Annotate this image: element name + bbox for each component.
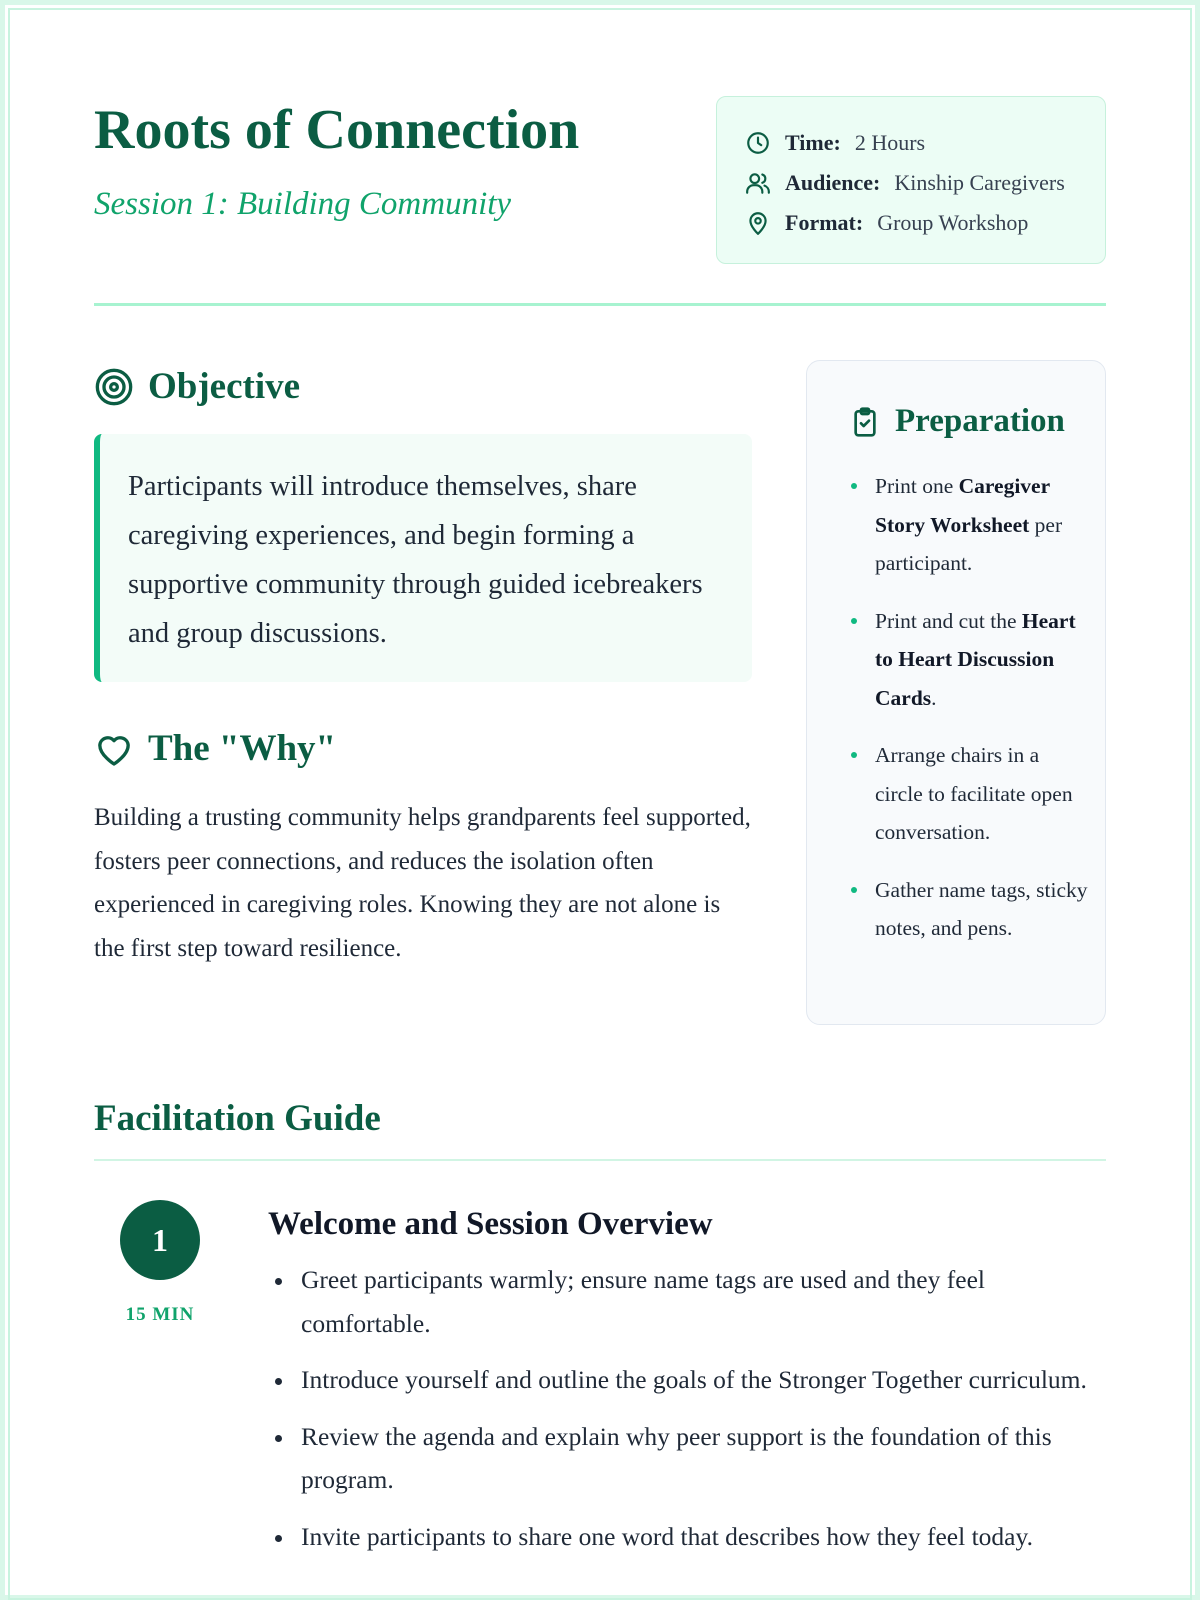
page-header [94, 96, 1106, 306]
preparation-heading-row [849, 403, 1065, 440]
map-pin-icon [745, 210, 771, 236]
meta-time-value: 2 Hours [854, 130, 926, 155]
objective-callout [94, 434, 752, 682]
header-divider [94, 303, 1106, 306]
prep-item-text: . [931, 685, 937, 710]
step-activity-item: Introduce yourself and outline the goals of the Stronger Together curriculum. [268, 1358, 1098, 1402]
facilitation-guide-heading: Facilitation Guide [94, 1098, 381, 1139]
step-activity-item: Review the agenda and explain why peer support is the foundation of this program. [268, 1415, 1098, 1502]
clipboard-check-icon [849, 406, 881, 438]
meta-time-label: Time: [785, 130, 841, 155]
session-meta-card [716, 96, 1106, 264]
page-title: Roots of Connection [94, 99, 580, 161]
meta-audience-label: Audience: [785, 170, 881, 195]
step-number-badge: 1 [120, 1200, 200, 1280]
preparation-heading: Preparation [895, 403, 1065, 439]
session-subtitle: Session 1: Building Community [94, 186, 512, 222]
step-activity-item: Greet participants warmly; ensure name tags are used and they feel comfortable. [268, 1258, 1098, 1345]
meta-format-value: Group Workshop [877, 210, 1029, 235]
meta-audience-value: Kinship Caregivers [894, 170, 1065, 195]
prep-item [849, 602, 1089, 718]
prep-item [849, 467, 1089, 583]
prep-item-text: Gather name tags, sticky notes, and pens. [875, 877, 1088, 940]
meta-time-row [745, 123, 1105, 163]
step-duration: 15 MIN [125, 1304, 195, 1325]
step-activity-list [268, 1258, 1098, 1571]
prep-item-text: per participant. [875, 512, 1063, 575]
prep-item [849, 736, 1089, 852]
objective-heading: Objective [148, 366, 301, 407]
prep-item-text: Arrange chairs in a circle to facilitate open conversation. [875, 743, 1073, 844]
why-text: Building a trusting community helps grandparents feel supported, fosters peer connections, and reduces the isolation often experienced in caregiving roles. Knowing they are not alone is the first step toward resilience. [94, 804, 751, 962]
preparation-card [806, 360, 1106, 1025]
users-icon [745, 170, 771, 196]
prep-item-bold: Caregiver Story Worksheet [875, 474, 1050, 537]
clock-icon [745, 130, 771, 156]
heart-icon [94, 729, 134, 769]
prep-item-bold: Heart to Heart Discussion Cards [875, 608, 1076, 710]
target-icon [94, 367, 134, 407]
prep-item-text: Print one [875, 474, 959, 498]
meta-audience-row [745, 163, 1105, 203]
meta-format-row [745, 203, 1105, 243]
facilitation-divider [94, 1159, 1106, 1161]
objective-heading-row [94, 364, 300, 410]
preparation-list [849, 467, 1089, 967]
step-title: Welcome and Session Overview [268, 1206, 713, 1242]
prep-item [849, 871, 1089, 948]
step-activity-item: Invite participants to share one word that describes how they feel today. [268, 1515, 1098, 1559]
why-heading: The "Why" [148, 728, 337, 769]
prep-item-text: Print and cut the [875, 608, 1022, 633]
why-heading-row [94, 726, 336, 772]
objective-text: Participants will introduce themselves, share caregiving experiences, and begin forming a supportive community through guided icebreakers and group discussions. [128, 471, 703, 649]
meta-format-label: Format: [785, 210, 864, 235]
